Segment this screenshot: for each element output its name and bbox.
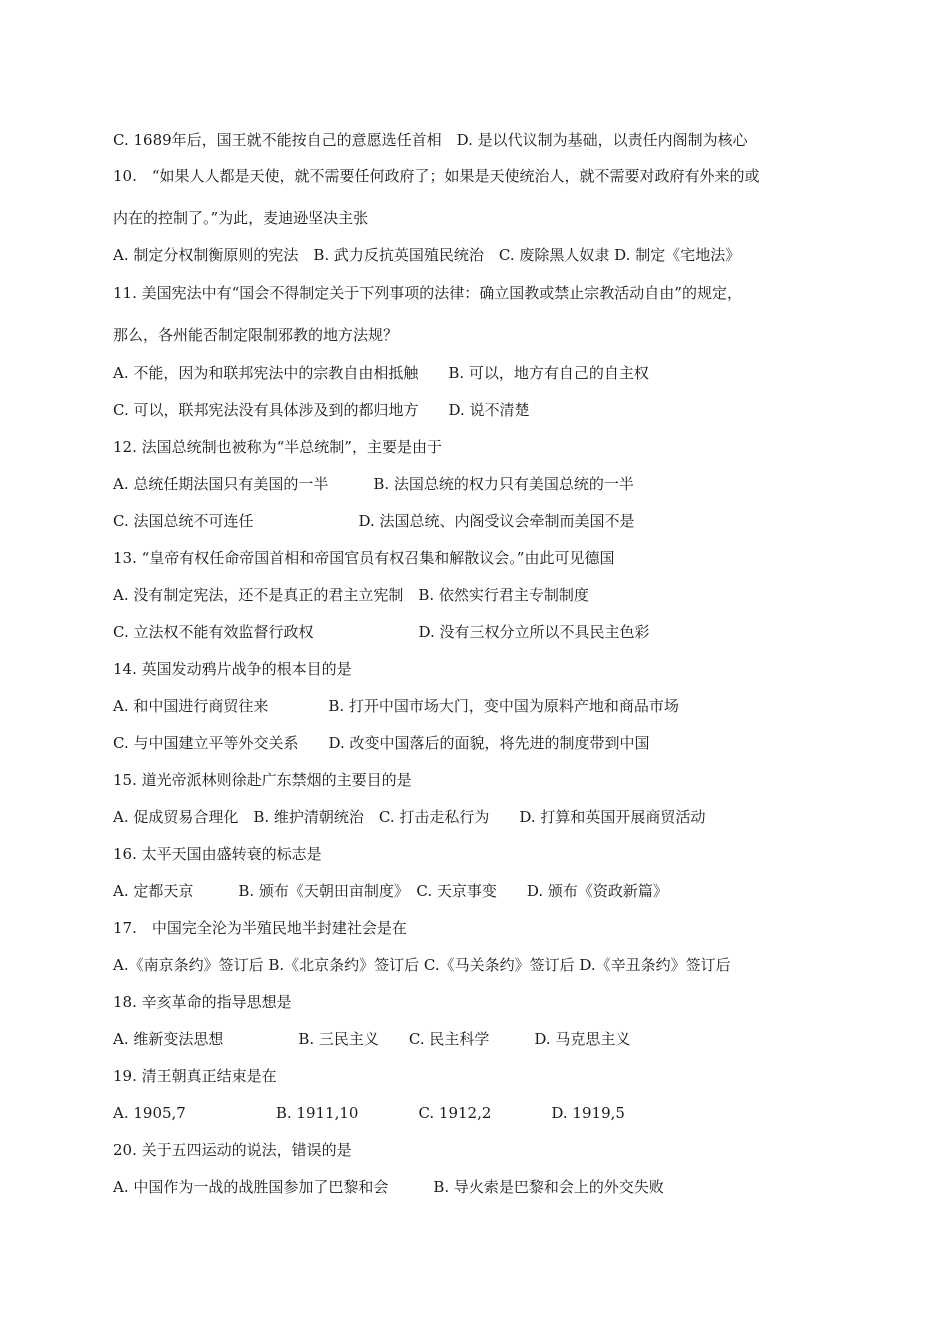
- options-line: A. 促成贸易合理化 B. 维护清朝统治 C. 打击走私行为 D. 打算和英国开展商贸活动: [113, 808, 706, 826]
- text-line: C. 1689年后，国王就不能按自己的意愿选任首相 D. 是以代议制为基础，以责任内阁制为核心: [113, 131, 748, 149]
- options-line: A. 1905,7 B. 1911,10 C. 1912,2 D. 1919,5: [113, 1104, 625, 1122]
- question-18: 18. 辛亥革命的指导思想是: [113, 993, 292, 1011]
- question-20: 20. 关于五四运动的说法，错误的是: [113, 1141, 352, 1159]
- question-17: 17. 中国完全沦为半殖民地半封建社会是在: [113, 919, 407, 937]
- question-14: 14. 英国发动鸦片战争的根本目的是: [113, 660, 352, 678]
- options-line: C. 与中国建立平等外交关系 D. 改变中国落后的面貌，将先进的制度带到中国: [113, 734, 650, 752]
- options-line: C. 法国总统不可连任 D. 法国总统、内阁受议会牵制而美国不是: [113, 512, 635, 530]
- options-line: A. 中国作为一战的战胜国参加了巴黎和会 B. 导火索是巴黎和会上的外交失败: [113, 1178, 664, 1196]
- question-19: 19. 清王朝真正结束是在: [113, 1067, 277, 1085]
- question-11: 11. 美国宪法中有“国会不得制定关于下列事项的法律：确立国教或禁止宗教活动自由”的规定，: [113, 284, 742, 302]
- options-line: A. 和中国进行商贸往来 B. 打开中国市场大门，变中国为原料产地和商品市场: [113, 697, 679, 715]
- question-15: 15. 道光帝派林则徐赴广东禁烟的主要目的是: [113, 771, 412, 789]
- options-line: A. 维新变法思想 B. 三民主义 C. 民主科学 D. 马克思主义: [113, 1030, 631, 1048]
- options-line: C. 立法权不能有效监督行政权 D. 没有三权分立所以不具民主色彩: [113, 623, 650, 641]
- question-13: 13. “皇帝有权任命帝国首相和帝国官员有权召集和解散议会。”由此可见德国: [113, 549, 615, 567]
- options-line: A. 制定分权制衡原则的宪法 B. 武力反抗英国殖民统治 C. 废除黑人奴隶 D. 制定《宅地法》: [113, 246, 741, 264]
- options-line: A. 定都天京 B. 颁布《天朝田亩制度》 C. 天京事变 D. 颁布《资政新篇》: [113, 882, 668, 900]
- options-line: A.《南京条约》签订后 B.《北京条约》签订后 C.《马关条约》签订后 D.《辛丑条约》签订后: [113, 956, 731, 974]
- text-line: 那么，各州能否制定限制邪教的地方法规？: [113, 326, 399, 344]
- question-16: 16. 太平天国由盛转衰的标志是: [113, 845, 322, 863]
- question-12: 12. 法国总统制也被称为“半总统制”，主要是由于: [113, 438, 442, 456]
- options-line: A. 没有制定宪法，还不是真正的君主立宪制 B. 依然实行君主专制制度: [113, 586, 589, 604]
- text-line: 内在的控制了。”为此，麦迪逊坚决主张: [113, 209, 369, 227]
- question-10: 10. “如果人人都是天使，就不需要任何政府了；如果是天使统治人，就不需要对政府有外来的或: [113, 167, 760, 185]
- options-line: A. 总统任期法国只有美国的一半 B. 法国总统的权力只有美国总统的一半: [113, 475, 634, 493]
- options-line: A. 不能，因为和联邦宪法中的宗教自由相抵触 B. 可以，地方有自己的自主权: [113, 364, 649, 382]
- options-line: C. 可以，联邦宪法没有具体涉及到的都归地方 D. 说不清楚: [113, 401, 530, 419]
